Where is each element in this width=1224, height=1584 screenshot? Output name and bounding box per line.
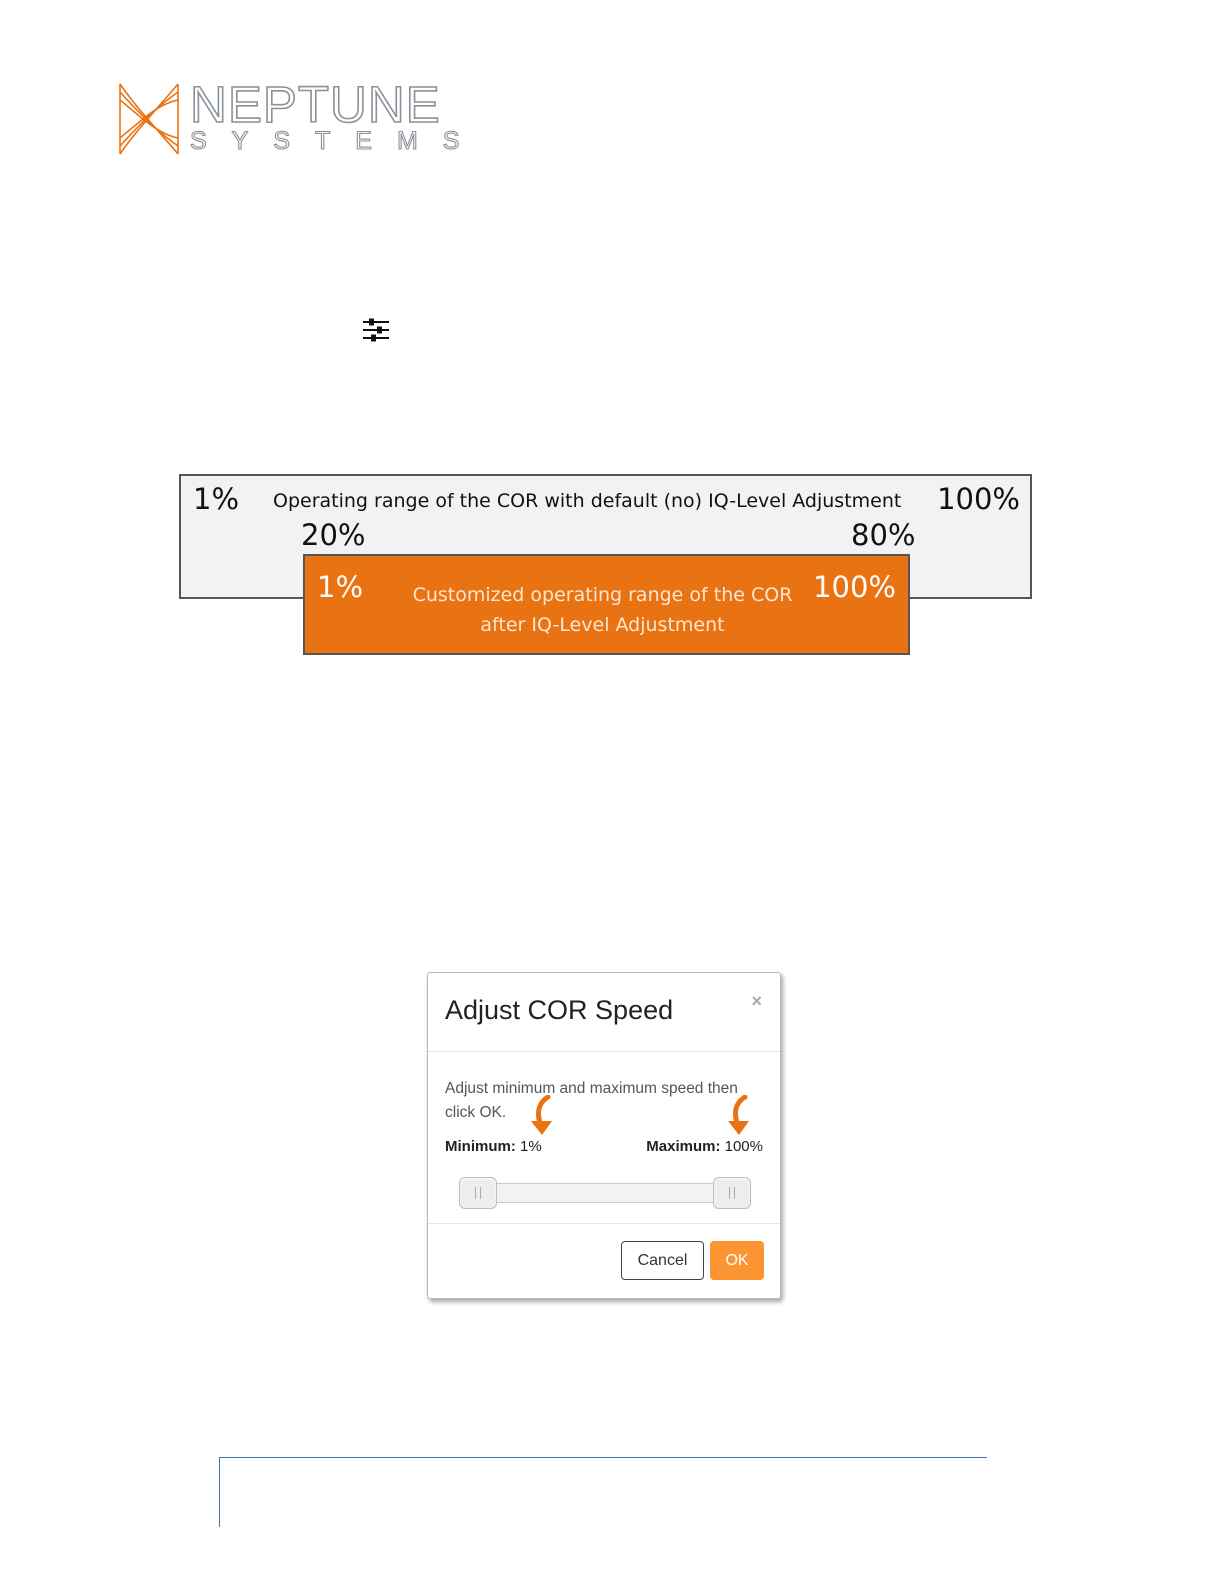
custom-range-caption-line1: Customized operating range of the COR	[412, 584, 793, 606]
close-icon[interactable]: ×	[751, 991, 762, 1011]
custom-range-min: 1%	[317, 570, 364, 604]
default-range-min: 1%	[193, 482, 240, 516]
adjust-cor-speed-dialog	[427, 972, 781, 1299]
adjusted-min-marker: 20%	[301, 518, 366, 552]
cancel-button[interactable]: Cancel	[621, 1241, 704, 1280]
speed-range-slider-track[interactable]	[476, 1183, 734, 1203]
dialog-title: Adjust COR Speed	[445, 995, 674, 1025]
slider-min-handle[interactable]	[459, 1177, 497, 1209]
ok-button[interactable]: OK	[710, 1241, 764, 1280]
custom-range-max: 100%	[813, 570, 896, 604]
footer-rule	[219, 1457, 987, 1458]
brand-name-bottom: SYSTEMS	[190, 127, 485, 155]
arrow-down-icon	[528, 1095, 558, 1137]
maximum-label: Maximum:	[646, 1138, 721, 1155]
minimum-label: Minimum:	[445, 1138, 516, 1155]
dialog-instructions: Adjust minimum and maximum speed then click OK.	[445, 1080, 738, 1121]
maximum-value: 100%	[724, 1138, 763, 1155]
dialog-header-divider	[428, 1051, 780, 1052]
custom-range-caption	[405, 580, 800, 640]
custom-range-bar	[303, 554, 910, 655]
default-range-max: 100%	[937, 482, 1020, 516]
minimum-value: 1%	[520, 1138, 542, 1155]
dialog-footer-divider	[428, 1223, 780, 1224]
neptune-wave-icon	[118, 80, 182, 158]
footer-rule-vertical	[219, 1457, 220, 1527]
minimum-readout	[445, 1138, 542, 1155]
custom-range-caption-line2: after IQ-Level Adjustment	[480, 614, 725, 636]
default-range-caption: Operating range of the COR with default (no) IQ-Level Adjustment	[273, 490, 902, 512]
sliders-icon	[361, 318, 391, 344]
neptune-systems-logo	[118, 76, 485, 160]
maximum-readout	[646, 1138, 763, 1155]
arrow-down-icon	[725, 1095, 755, 1137]
slider-max-handle[interactable]	[713, 1177, 751, 1209]
adjusted-max-marker: 80%	[851, 518, 916, 552]
brand-name-top: NEPTUNE	[190, 76, 441, 133]
